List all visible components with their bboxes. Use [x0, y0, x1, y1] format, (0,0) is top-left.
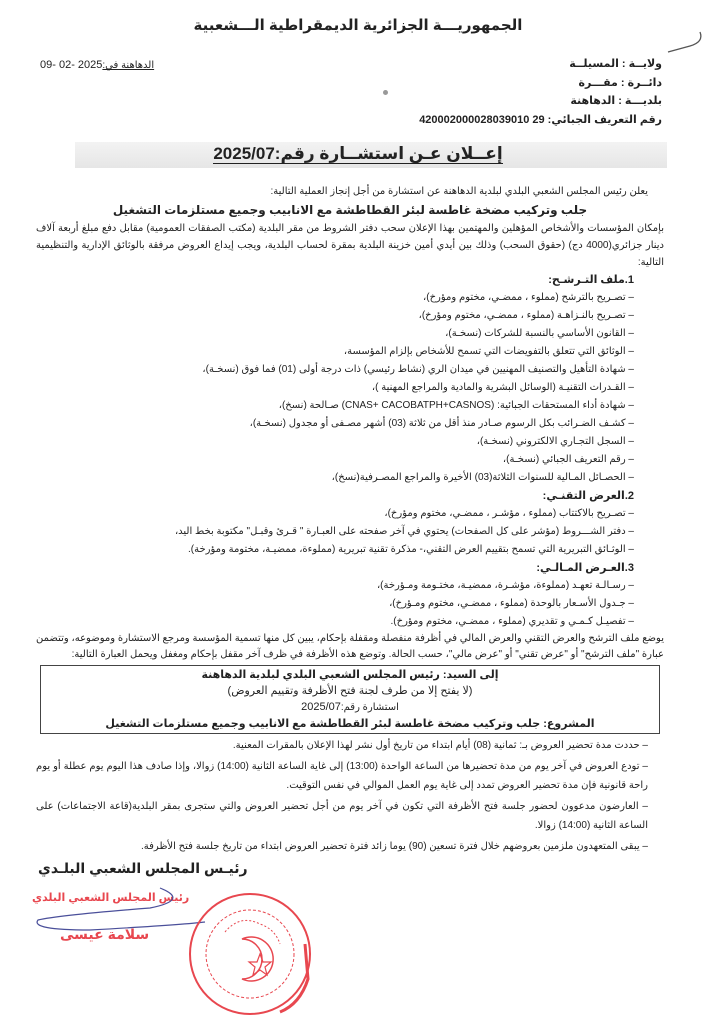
envelope-label-box: [40, 665, 660, 734]
list-item: – شهادة أداء المستحقات الجبائية: (CNAS+ CACOBATPH+CASNOS) صـالحة (نسخ)،: [36, 397, 664, 415]
envelope-note: (لا يفتح إلا من طرف لجنة فتح الأظرفة وتقييم العروض): [227, 685, 473, 697]
list-item: – شهادة التأهيل والتصنيف المهنيين في ميدان الري (نشاط رئيسي) ذات درجة أولى (01) فما فوق (نسخـة)،: [36, 361, 664, 379]
subject-heading: جلب وتركيب مضخة غاطسة لبئر القطاطشة مع الانابيب وجميع مستلزمات التشغيل: [112, 203, 588, 217]
list-item: – جـدول الأسـعار بالوحدة (مملوء ، ممضـي، مختوم ومـؤرخ)،: [36, 595, 664, 613]
stamp-line: رئيس المجلس الشعبي البلدي: [32, 892, 190, 904]
tax-id-label: رقم التعريف الجبائي:: [547, 114, 662, 126]
wilaya: ولايــة : المسيلــة: [569, 58, 662, 70]
list-item: – كشـف الضـرائب بكل الرسوم صـادر منذ أقل من ثلاثة (03) أشهر مصـفى أو مجدول (نسخـة)،: [36, 415, 664, 433]
stamp-name: سلامة عيسى: [60, 926, 150, 942]
list-item: – دفتر الشـــروط (مؤشر على كل الصفحات) يحتوي في آخر صفحته على العبـارة " قـرئ وقبـل" مكتوبة بخط اليد،: [36, 523, 664, 541]
list-item: – القـدرات التقنيـة (الوسائل البشرية والمادية والمراجع المهنية )،: [36, 379, 664, 397]
commune: بلديـــة : الدهاهنة: [570, 95, 662, 107]
term-item: – تودع العروض في آخر يوم من مدة تحضيرها من الساعة الواحدة (13:00) إلى غاية الساعة الثانية (14:00) زوالا، وإذا صادف هذا اليوم يوم عطلة أو يوم راحة قانونية فإن مدة تحضير العروض تمدد إلى غاية يوم العمل الموالي في نفس التوقيت.: [36, 757, 664, 795]
intro-text: يعلن رئيس المجلس الشعبي البلدي لبلدية الدهاهنة عن استشارة من أجل إنجاز العملية التالية:: [270, 186, 648, 197]
list-item: – الوثـائق التبريرية التي تسمح بتقييم العرض التقني،- مذكرة تقنية تبريرية (مملوءة، ممضيـة، مختومة ومؤرخة).: [36, 541, 664, 559]
envelope-recipient: إلى السيد: رئيس المجلس الشعبي البلدي لبلدية الدهاهنة: [201, 669, 499, 681]
list-item: – تفصيـل كـمـي و تقديري (مملوء ، ممضـي، مختوم ومؤرخ).: [36, 613, 664, 631]
envelope-paragraph: يوضع ملف الترشح والعرض التقني والعرض المالي في أظرفة منفصلة ومقفلة بإحكام، يبين كل منها تسمية المؤسسة ومرجع الاستشارة وموضوعه، وتتضمن عبارة "ملف الترشح" أو "عرض تقني" أو "عرض مالي"، حسب الحالة. وتوضع هذه الأظرفة في ظرف آخر مقفل بإحكام ومغفل ويحمل العبارة التالية:: [36, 633, 664, 660]
list-item: – تصـريح بالترشح (مملوء ، ممضـي، مختوم ومؤرخ)،: [36, 289, 664, 307]
list-item: – تصـريح بالنـزاهـة (مملوء ، ممضـي، مختوم ومؤرخ)،: [36, 307, 664, 325]
daira: دائــرة : مقـــرة: [578, 77, 662, 89]
list-item: – القانون الأساسي بالنسبة للشركات (نسخـة)،: [36, 325, 664, 343]
official-seal-icon: [180, 884, 320, 1024]
section-2-title: 2.العرض التقنـي:: [542, 490, 634, 502]
tax-id: [419, 113, 662, 127]
envelope-ref: 2025/07: [301, 701, 341, 713]
envelope-project: المشروع: جلب وتركيب مضخة غاطسة لبئر القطاطشة مع الانابيب وجميع مستلزمات التشغيل: [105, 718, 595, 730]
term-item: – يبقى المتعهدون ملزمين بعروضهم خلال فترة تسعين (90) يوما زائد فترة تحضير العروض ابتداء من تاريخ جلسة فتح الأظرفة.: [36, 837, 664, 856]
term-item: – حددت مدة تحضير العروض بـ: ثمانية (08) أيام ابتداء من تاريخ أول نشر لهذا الإعلان بالمقرات المعنية.: [36, 736, 664, 755]
dot-mark: [383, 90, 388, 95]
date-label: الدهاهنة في:: [102, 60, 155, 71]
section-3-title: 3.العـرض المـالـي:: [536, 562, 634, 574]
list-item: – تصـريح بالاكتتاب (مملوء ، مؤشـر ، ممضـي، مختوم ومؤرخ)،: [36, 505, 664, 523]
signature-title: رئيـس المجلس الشعبي البلـدي: [38, 860, 248, 876]
announcement-title: [0, 144, 716, 164]
list-item: – رسـالـة تعهـد (مملوءة، مؤشـرة، ممضيـة، مختـومة ومـؤرخة)،: [36, 577, 664, 595]
list-item: – السجل التجـاري الالكتروني (نسخـة)،: [36, 433, 664, 451]
signature-area: [32, 860, 664, 1030]
date-value: 09- 02- 2025: [40, 59, 103, 71]
envelope-ref-label: استشارة رقم:: [340, 702, 399, 713]
republic-heading: الجمهوريـــة الجزائرية الديمقراطية الـــشعبية: [193, 17, 523, 34]
conditions-paragraph: بإمكان المؤسسات والأشخاص المؤهلين والمهتمين بهذا الإعلان سحب دفتر الشروط من مقر البلدية (مكتب الصفقات العمومية) مقابل دفع مبلغ أربعة آلاف دينار جزائري(4000 دج) (حقوق السحب) وذلك بين أيدي أمين خزينة البلدية بمقرة لحساب البلدية، ويجب إيداع العروض مرفقة بالوثائق الإدارية والتنظيمية التالية:: [36, 223, 665, 268]
term-item: – العارضون مدعوون لحضور جلسة فتح الأظرفة التي تكون في آخر يوم من أجل تحضير العروض والتي ستجرى بمقر البلدية(قاعة الاجتماعات) على الساعة الثانية (14:00) زوالا.: [36, 797, 664, 835]
list-item: – رقم التعريف الجبائي (نسخـة)،: [36, 451, 664, 469]
list-item: – الوثائق التي تتعلق بالتفويضات التي تسمح للأشخاص بإلزام المؤسسة،: [36, 343, 664, 361]
list-item: – الحصـائل المـالية للسنوات الثلاثة(03) الأخيرة والمراجع المصـرفية(نسخ)،: [36, 469, 664, 487]
corner-mark-icon: [660, 28, 706, 56]
document-body: [32, 183, 665, 1030]
announcement-title-text: إعــلان عـن استشــارة رقم:2025/07: [213, 144, 503, 163]
date-line: [40, 58, 154, 73]
tax-id-value: 420002000028039010 29: [419, 114, 545, 126]
section-1-title: 1.ملف التـرشـح:: [548, 274, 634, 286]
